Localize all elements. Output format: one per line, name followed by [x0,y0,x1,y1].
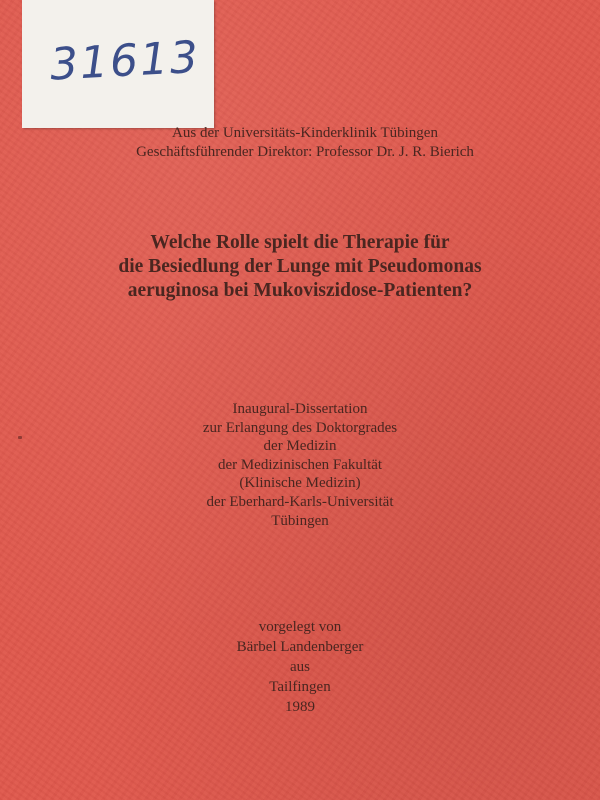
paper-speck [18,436,22,439]
director-line: Geschäftsführender Direktor: Professor Dr. J. R. Bierich [136,144,474,160]
author-hometown: Tailfingen [269,679,331,695]
degree-line-1: Inaugural-Dissertation [232,401,368,417]
degree-line-7: Tübingen [271,512,329,529]
institution-header [0,124,600,162]
clinic-name: Aus der Universitäts-Kinderklinik Tübingen [172,125,438,141]
degree-line-2: zur Erlangung des Doktorgrades [202,419,398,436]
presented-by-label: vorgelegt von [258,619,342,635]
from-label: aus [290,659,310,675]
handwritten-catalog-number: 31613 [48,31,202,91]
publication-year: 1989 [285,699,315,715]
author-block [0,617,600,717]
degree-line-3: der Medizin [263,438,337,455]
degree-line-6: der Eberhard-Karls-Universität [206,493,394,510]
title-line-1: Welche Rolle spielt die Therapie für [150,232,450,253]
author-name: Bärbel Landenberger [236,639,364,655]
dissertation-title [0,231,600,303]
library-label-sticker [22,0,214,128]
title-line-2: die Besiedlung der Lunge mit Pseudomonas [118,256,482,277]
degree-line-5: (Klinische Medizin) [239,475,361,492]
title-line-3: aeruginosa bei Mukoviszidose-Patienten? [127,280,473,301]
degree-line-4: der Medizinischen Fakultät [217,456,383,473]
degree-statement [0,400,600,530]
